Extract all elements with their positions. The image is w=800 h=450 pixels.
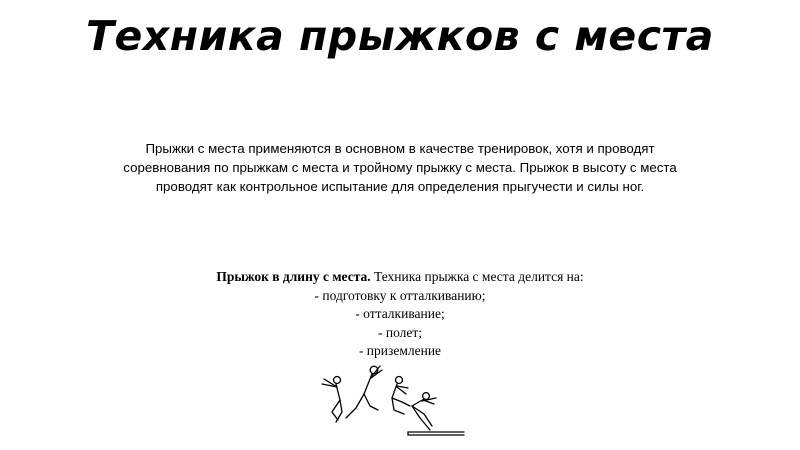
phase-item: - подготовку к отталкиванию; bbox=[314, 287, 486, 303]
section-text: Техника прыжка с места делится на: bbox=[370, 269, 584, 284]
slide-title: Техника прыжков с места bbox=[86, 12, 714, 60]
phase-item: - полет; bbox=[377, 324, 423, 340]
section-lead: Прыжок в длину с места. bbox=[216, 269, 371, 284]
section-heading-line bbox=[100, 268, 700, 287]
phase-item: - отталкивание; bbox=[355, 306, 445, 321]
intro-paragraph: Прыжки с места применяются в основном в качестве тренировок, хотя и проводят соревнования по прыжкам с места и тройному прыжку с места. Прыжок в высоту с места проводят как контрольное испытание для определения прыгучести и силы ног. bbox=[123, 141, 677, 194]
phase-item: - приземление bbox=[358, 343, 442, 358]
long-jump-section bbox=[100, 268, 700, 361]
long-jump-sequence-icon bbox=[312, 360, 472, 440]
